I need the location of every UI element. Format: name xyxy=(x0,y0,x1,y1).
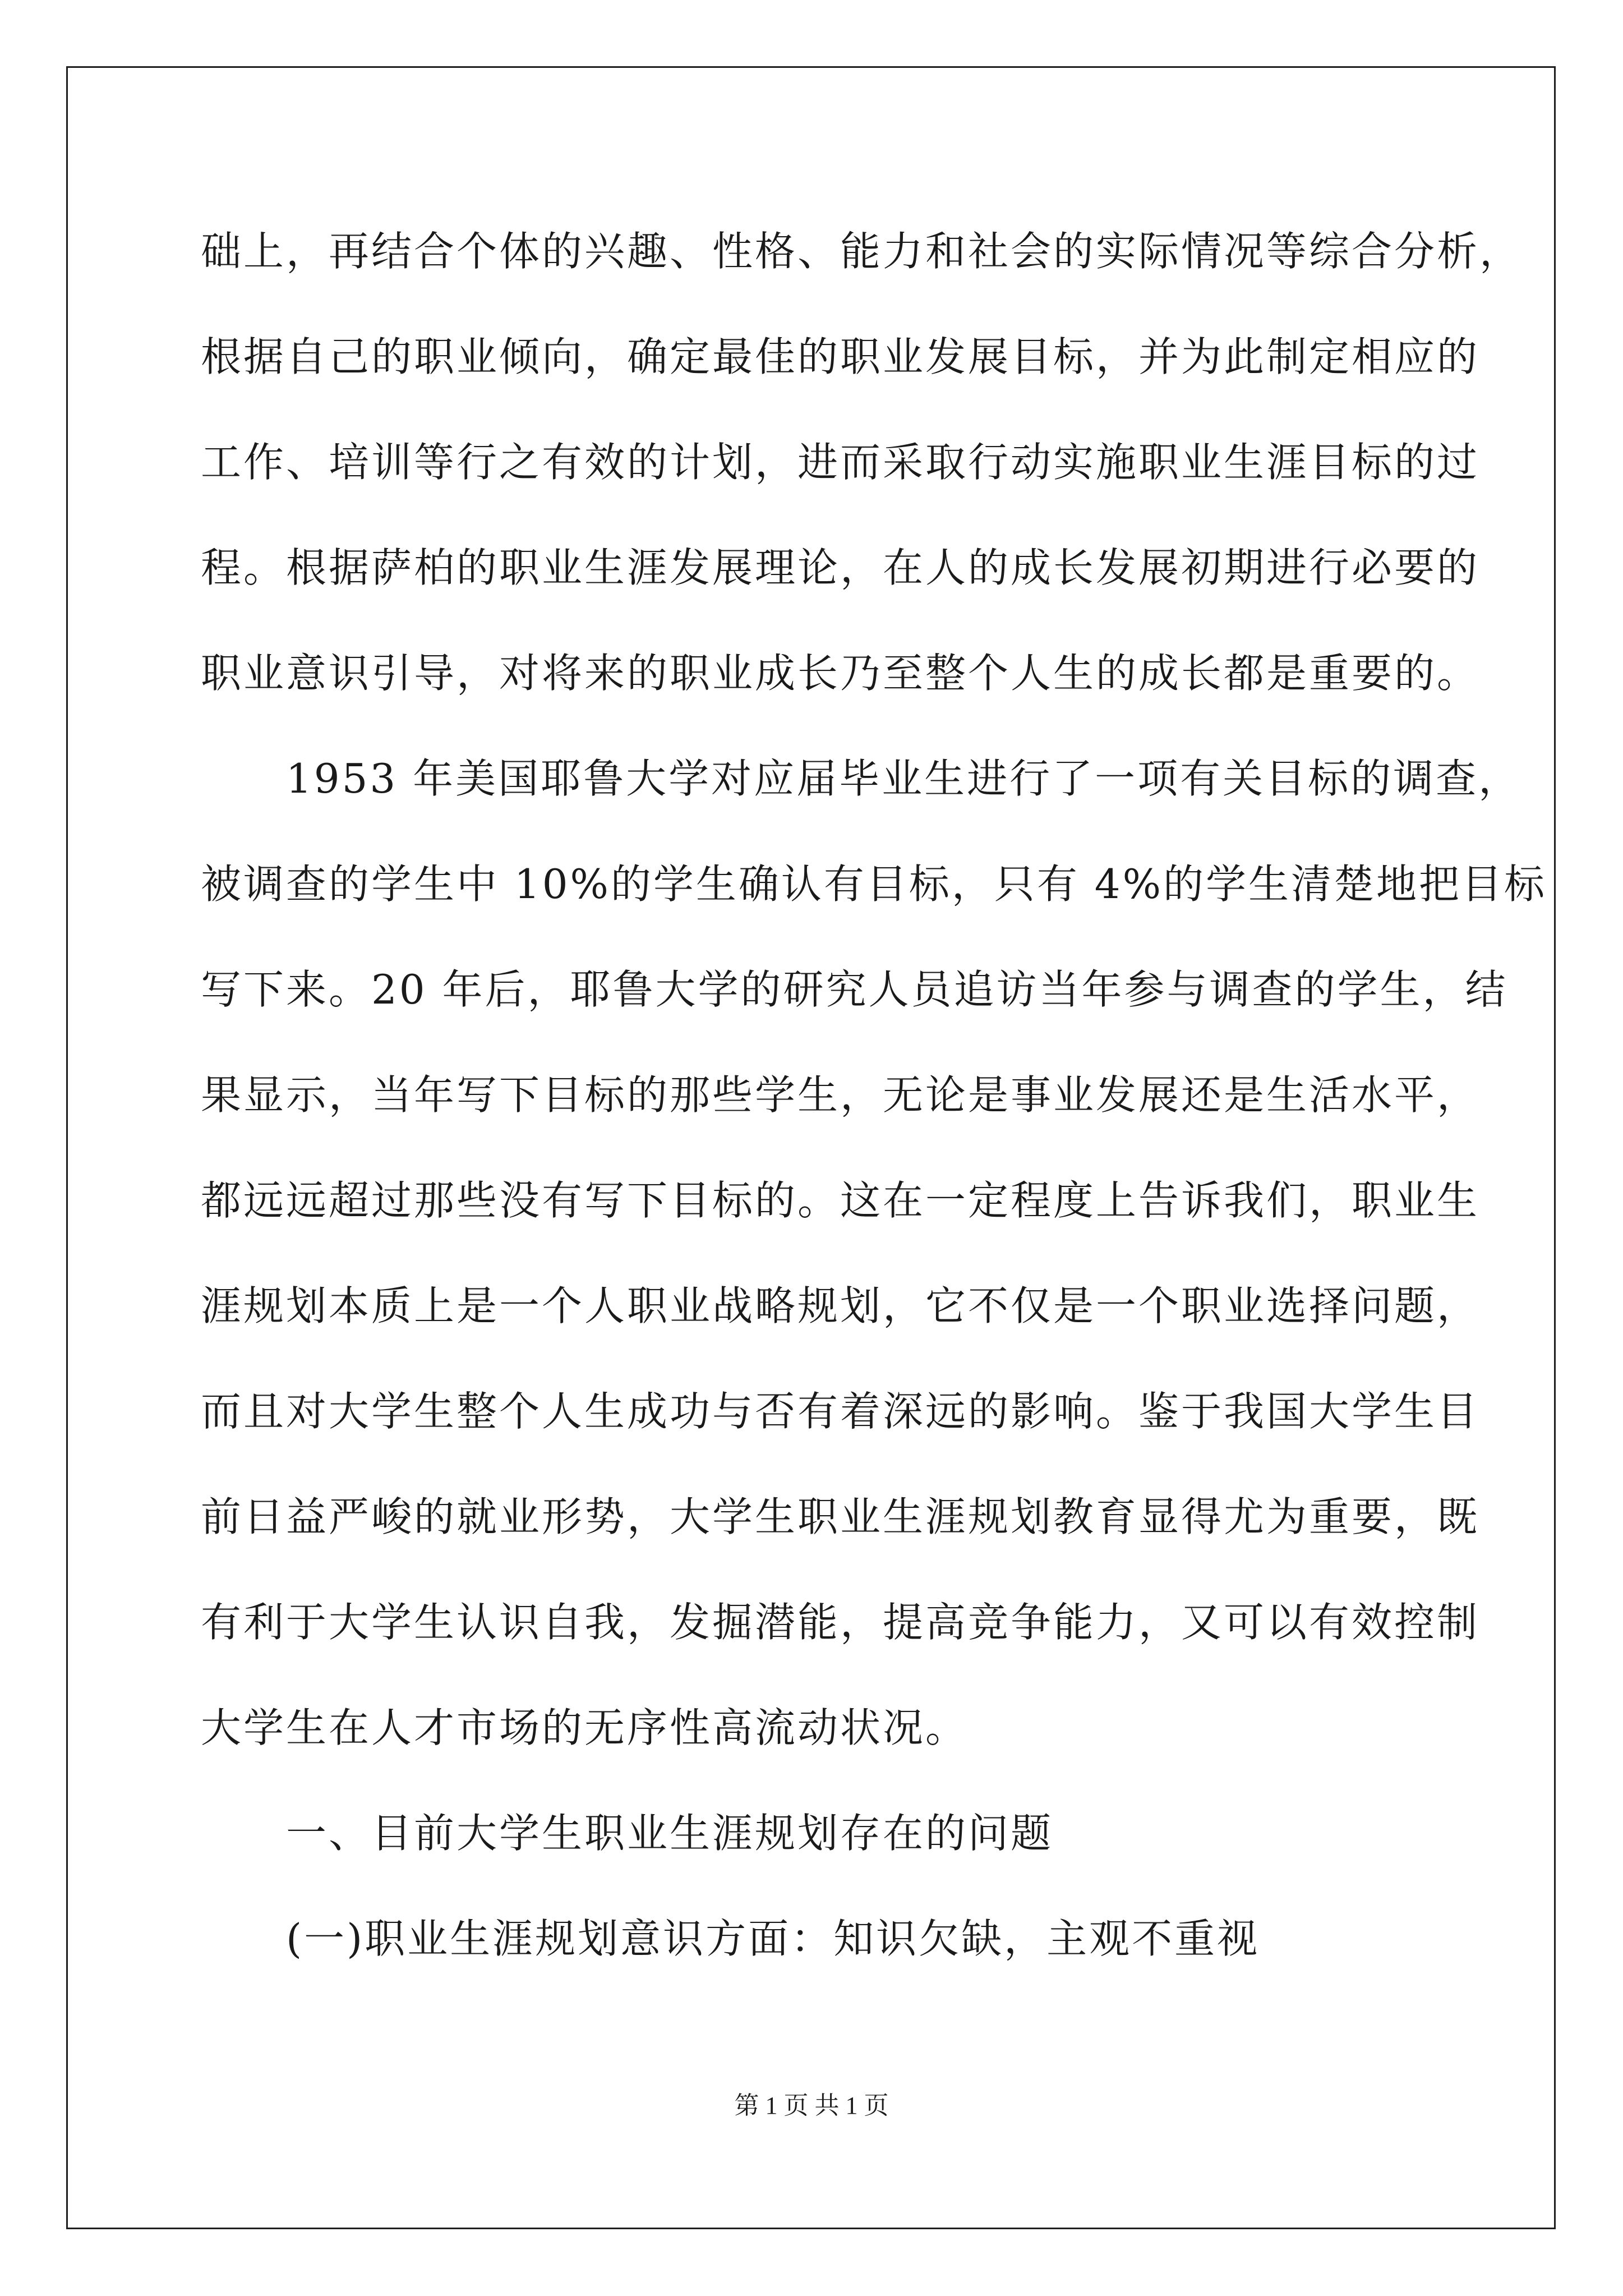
text-line: 果显示，当年写下目标的那些学生，无论是事业发展还是生活水平， xyxy=(201,1071,1480,1119)
text-line: 而且对大学生整个人生成功与否有着深远的影响。鉴于我国大学生目 xyxy=(201,1388,1480,1435)
text-line: 础上，再结合个体的兴趣、性格、能力和社会的实际情况等综合分析， xyxy=(201,228,1523,275)
document-body xyxy=(201,199,1547,1991)
text-line: 都远远超过那些没有写下目标的。这在一定程度上告诉我们，职业生 xyxy=(201,1177,1480,1224)
text-line: 有利于大学生认识自我，发掘潜能，提高竞争能力，又可以有效控制 xyxy=(201,1599,1480,1646)
text-line: 大学生在人才市场的无序性高流动状况。 xyxy=(201,1704,969,1751)
text-line: 前日益严峻的就业形势，大学生职业生涯规划教育显得尤为重要，既 xyxy=(201,1493,1480,1540)
subsection-heading: (一)职业生涯规划意识方面：知识欠缺，主观不重视 xyxy=(286,1915,1260,1962)
text-line: 涯规划本质上是一个人职业战略规划，它不仅是一个职业选择问题， xyxy=(201,1282,1480,1329)
text-line: 职业意识引导，对将来的职业成长乃至整个人生的成长都是重要的。 xyxy=(201,650,1480,697)
page-number-footer: 第 1 页 共 1 页 xyxy=(734,2092,889,2119)
text-line: 根据自己的职业倾向，确定最佳的职业发展目标，并为此制定相应的 xyxy=(201,333,1480,380)
text-line: 被调查的学生中 10%的学生确认有目标，只有 4%的学生清楚地把目标 xyxy=(201,861,1547,908)
text-line: 1953 年美国耶鲁大学对应届毕业生进行了一项有关目标的调查， xyxy=(286,755,1521,802)
text-line: 程。根据萨柏的职业生涯发展理论，在人的成长发展初期进行必要的 xyxy=(201,544,1480,591)
text-line: 写下来。20 年后，耶鲁大学的研究人员追访当年参与调查的学生，结 xyxy=(201,966,1508,1013)
section-heading: 一、目前大学生职业生涯规划存在的问题 xyxy=(286,1810,1054,1857)
text-line: 工作、培训等行之有效的计划，进而采取行动实施职业生涯目标的过 xyxy=(201,439,1480,486)
